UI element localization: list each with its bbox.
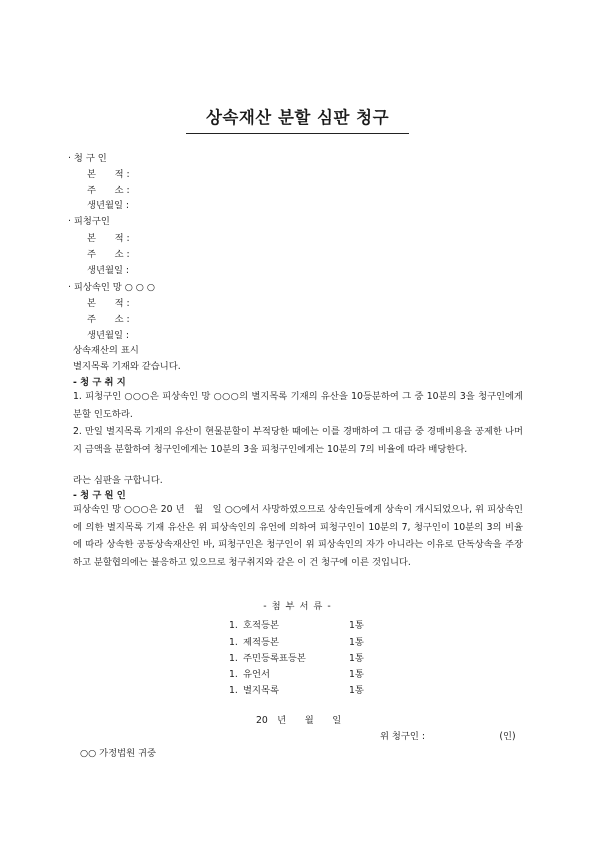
claimant-heading: · 청 구 인 bbox=[68, 153, 107, 164]
attachments-title: - 첨 부 서 류 - bbox=[263, 601, 332, 612]
attachment-item bbox=[229, 634, 364, 648]
attachment-count: 1통 bbox=[349, 685, 364, 696]
claim-purpose-item-1: 1. 피청구인 ○○○은 피상속인 망 ○○○의 별지목록 기재의 유산을 10등분하여 그 중 10분의 3을 청구인에게 분할 인도하라. bbox=[73, 391, 523, 420]
attachment-num: 1. bbox=[229, 620, 238, 631]
attachment-count: 1통 bbox=[349, 620, 364, 631]
attachment-num: 1. bbox=[229, 637, 238, 648]
attachment-item bbox=[229, 666, 364, 680]
date-line: 20 년 월 일 bbox=[256, 715, 342, 726]
attachment-num: 1. bbox=[229, 685, 238, 696]
attachment-count: 1통 bbox=[349, 653, 364, 664]
claim-reason-heading: - 청 구 원 인 bbox=[73, 490, 126, 501]
claim-reason-text: 피상속인 망 ○○○은 20 년 월 일 ○○에서 사망하였으므로 상속인들에게 상속이 개시되었으나, 위 피상속인에 의한 별지목록 기재 유산은 위 피상속인의 유언에 의하여 피청구인이 10분의 7, 청구인이 10분의 3의 비율에 따라 상속한 공동상속재산인 바, 피청구인은 청구인이 위 피상속인의 자가 아니라는 이유로 단독상속을 주장하고 분할협의에는 불응하고 있으므로 청구취지와 같은 이 건 청구에 이른 것입니다. bbox=[73, 504, 523, 568]
attachment-item bbox=[229, 617, 364, 631]
attachment-name: 별지목록 bbox=[243, 685, 279, 696]
estate-label: 상속재산의 표시 bbox=[73, 345, 139, 356]
decedent-heading: · 피상속인 망 ○ ○ ○ bbox=[68, 282, 155, 293]
attachment-item bbox=[229, 682, 364, 696]
claim-purpose-heading: - 청 구 취 지 bbox=[73, 377, 126, 388]
claimant-field-domicile: 본 적 : bbox=[87, 169, 130, 180]
respondent-field-domicile: 본 적 : bbox=[87, 233, 130, 244]
attachment-item bbox=[229, 650, 364, 664]
decedent-field-address: 주 소 : bbox=[87, 314, 130, 325]
estate-note: 별지목록 기재와 같습니다. bbox=[73, 361, 181, 372]
respondent-field-birthdate: 생년월일 : bbox=[87, 265, 130, 276]
claimant-field-address: 주 소 : bbox=[87, 185, 130, 196]
document-title: 상속재산 분할 심판 청구 bbox=[186, 104, 409, 134]
attachment-name: 주민등록표등본 bbox=[243, 653, 306, 664]
attachment-name: 호적등본 bbox=[243, 620, 279, 631]
claim-purpose-closing: 라는 심판을 구합니다. bbox=[73, 475, 163, 486]
title-block bbox=[0, 104, 595, 134]
signature-line: 위 청구인 : (인) bbox=[380, 731, 516, 742]
attachment-count: 1통 bbox=[349, 669, 364, 680]
attachment-name: 제적등본 bbox=[243, 637, 279, 648]
claim-purpose-item-2: 2. 만일 별지목록 기재의 유산이 현물분할이 부적당한 때에는 이를 경매하여 그 대금 중 경매비용을 공제한 나머지 금액을 분할하여 청구인에게는 10분의 3을 피청구인에게는 10분의 7의 비율에 따라 배당한다. bbox=[73, 426, 523, 455]
attachment-count: 1통 bbox=[349, 637, 364, 648]
respondent-heading: · 피청구인 bbox=[68, 216, 110, 227]
attachment-name: 유언서 bbox=[243, 669, 270, 680]
decedent-field-birthdate: 생년월일 : bbox=[87, 330, 130, 341]
respondent-field-address: 주 소 : bbox=[87, 249, 130, 260]
attachment-num: 1. bbox=[229, 653, 238, 664]
claimant-field-birthdate: 생년월일 : bbox=[87, 200, 130, 211]
attachment-num: 1. bbox=[229, 669, 238, 680]
decedent-field-domicile: 본 적 : bbox=[87, 298, 130, 309]
court-name: ○○ 가정법원 귀중 bbox=[80, 748, 157, 759]
